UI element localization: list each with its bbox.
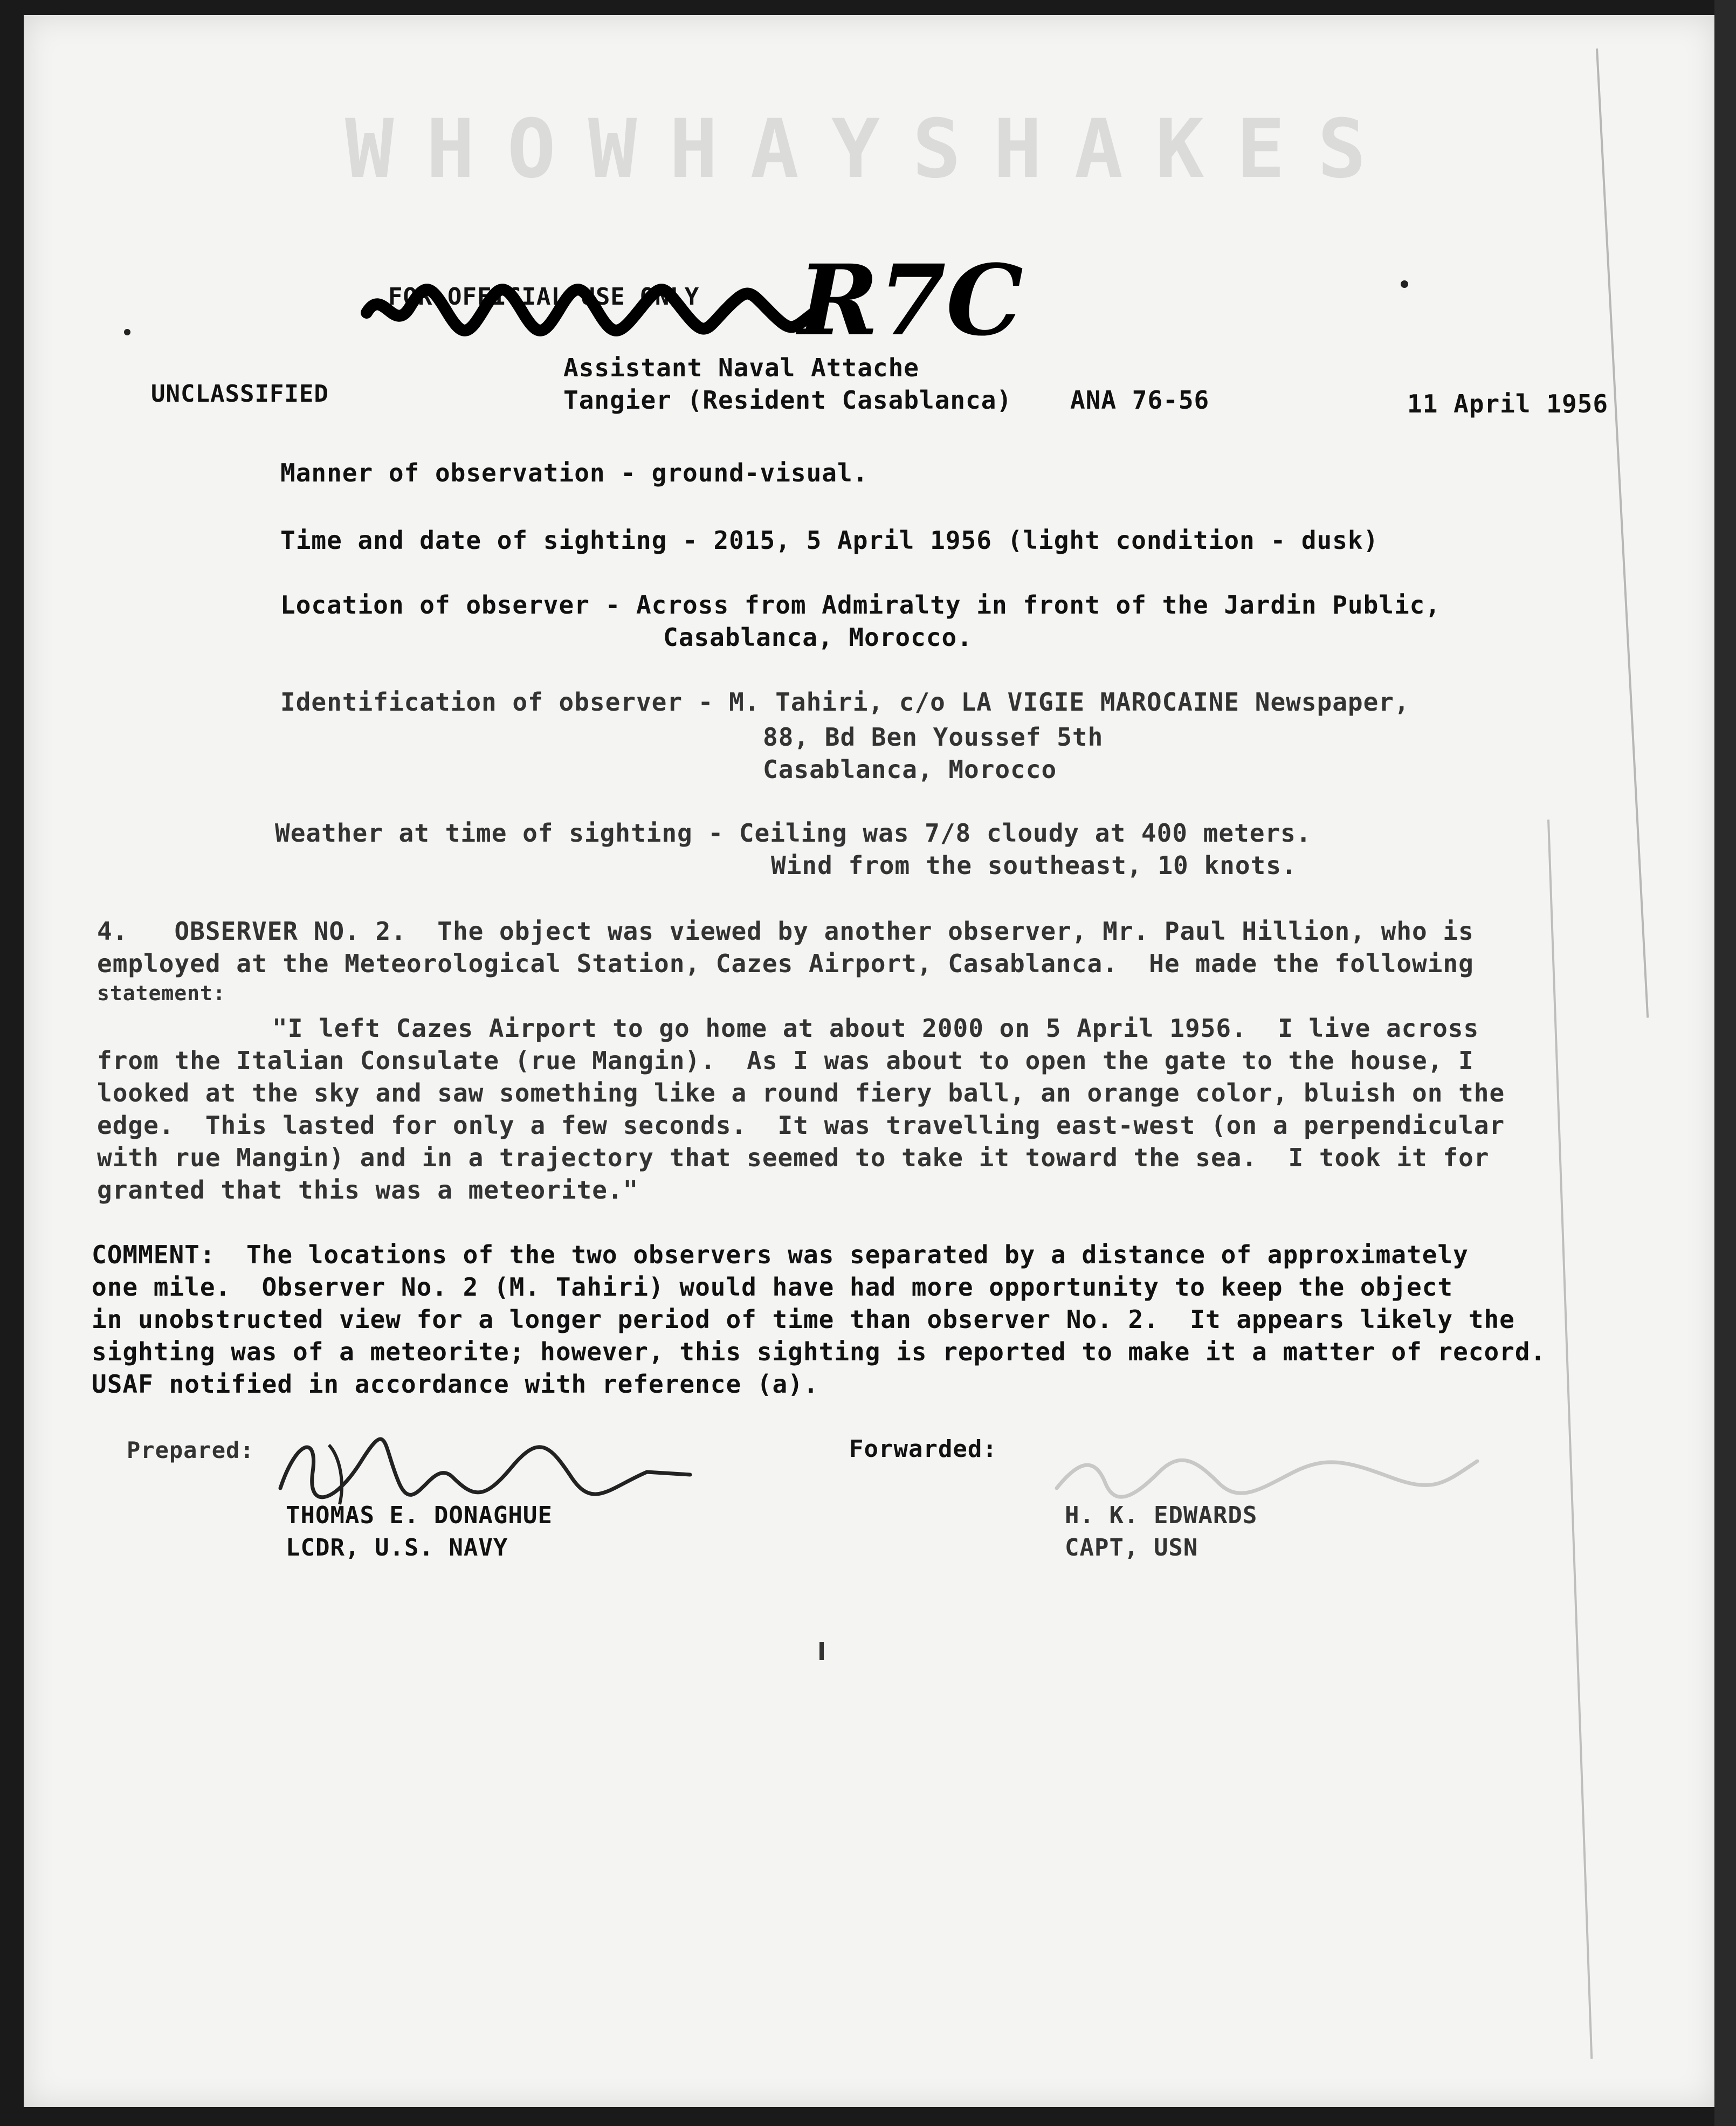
- comment-line-1: COMMENT: The locations of the two observers was separated by a distance of approximately: [92, 1240, 1469, 1269]
- observer2-line-2: employed at the Meteorological Station, Cazes Airport, Casablanca. He made the following: [97, 949, 1474, 978]
- prepared-label: Prepared:: [127, 1437, 254, 1463]
- office-line-2: Tangier (Resident Casablanca): [563, 386, 1012, 415]
- quote-line-2: from the Italian Consulate (rue Mangin). As I was about to open the gate to the house, I: [97, 1046, 1474, 1075]
- identification-line-3: Casablanca, Morocco: [763, 755, 1057, 784]
- quote-line-1: "I left Cazes Airport to go home at about 2000 on 5 April 1956. I live across: [272, 1014, 1479, 1043]
- bleed-through-text: WHOWHAYSHAKES: [345, 102, 1399, 196]
- scan-edge: [1714, 0, 1736, 2126]
- prepared-name: THOMAS E. DONAGHUE: [286, 1502, 553, 1529]
- observer2-line-3: statement:: [97, 981, 226, 1005]
- forwarded-signature: [1046, 1440, 1488, 1504]
- observer2-line-1: 4. OBSERVER NO. 2. The object was viewed by another observer, Mr. Paul Hillion, who is: [97, 917, 1474, 946]
- stray-mark: [819, 1642, 824, 1660]
- weather-line-1: Weather at time of sighting - Ceiling was 7/8 cloudy at 400 meters.: [275, 818, 1312, 848]
- identification-line-2: 88, Bd Ben Youssef 5th: [763, 723, 1104, 752]
- prepared-rank: LCDR, U.S. NAVY: [286, 1534, 508, 1561]
- stray-dot: [124, 329, 130, 335]
- handwritten-mark: R7C: [798, 244, 1024, 357]
- marking: FOR OFFICIAL USE ONLY: [388, 283, 700, 311]
- comment-line-3: in unobstructed view for a longer period of time than observer No. 2. It appears likely the: [92, 1305, 1515, 1334]
- report-date: 11 April 1956: [1407, 389, 1609, 418]
- comment-line-5: USAF notified in accordance with reference (a).: [92, 1370, 819, 1399]
- time-date-of-sighting: Time and date of sighting - 2015, 5 April 1956 (light condition - dusk): [280, 526, 1379, 555]
- manner-of-observation: Manner of observation - ground-visual.: [280, 458, 869, 487]
- classification: UNCLASSIFIED: [151, 380, 329, 408]
- comment-line-2: one mile. Observer No. 2 (M. Tahiri) would have had more opportunity to keep the object: [92, 1272, 1453, 1302]
- stray-dot: [1401, 280, 1408, 288]
- quote-line-3: looked at the sky and saw something like a round fiery ball, an orange color, bluish on the: [97, 1078, 1505, 1107]
- forwarded-rank: CAPT, USN: [1065, 1534, 1198, 1561]
- quote-line-4: edge. This lasted for only a few seconds. It was travelling east-west (on a perpendicular: [97, 1111, 1505, 1140]
- weather-line-2: Wind from the southeast, 10 knots.: [771, 851, 1297, 880]
- office-line-1: Assistant Naval Attache: [563, 353, 919, 382]
- report-number: ANA 76-56: [1070, 386, 1210, 415]
- identification-line-1: Identification of observer - M. Tahiri, c/o LA VIGIE MAROCAINE Newspaper,: [280, 687, 1410, 717]
- forwarded-label: Forwarded:: [849, 1435, 997, 1463]
- comment-line-4: sighting was of a meteorite; however, this sighting is reported to make it a matter of record.: [92, 1337, 1546, 1366]
- forwarded-name: H. K. EDWARDS: [1065, 1502, 1258, 1529]
- quote-line-6: granted that this was a meteorite.": [97, 1175, 639, 1205]
- quote-line-5: with rue Mangin) and in a trajectory that seemed to take it toward the sea. I took it for: [97, 1143, 1490, 1172]
- location-line-2: Casablanca, Morocco.: [663, 623, 973, 652]
- location-line-1: Location of observer - Across from Admiralty in front of the Jardin Public,: [280, 590, 1441, 620]
